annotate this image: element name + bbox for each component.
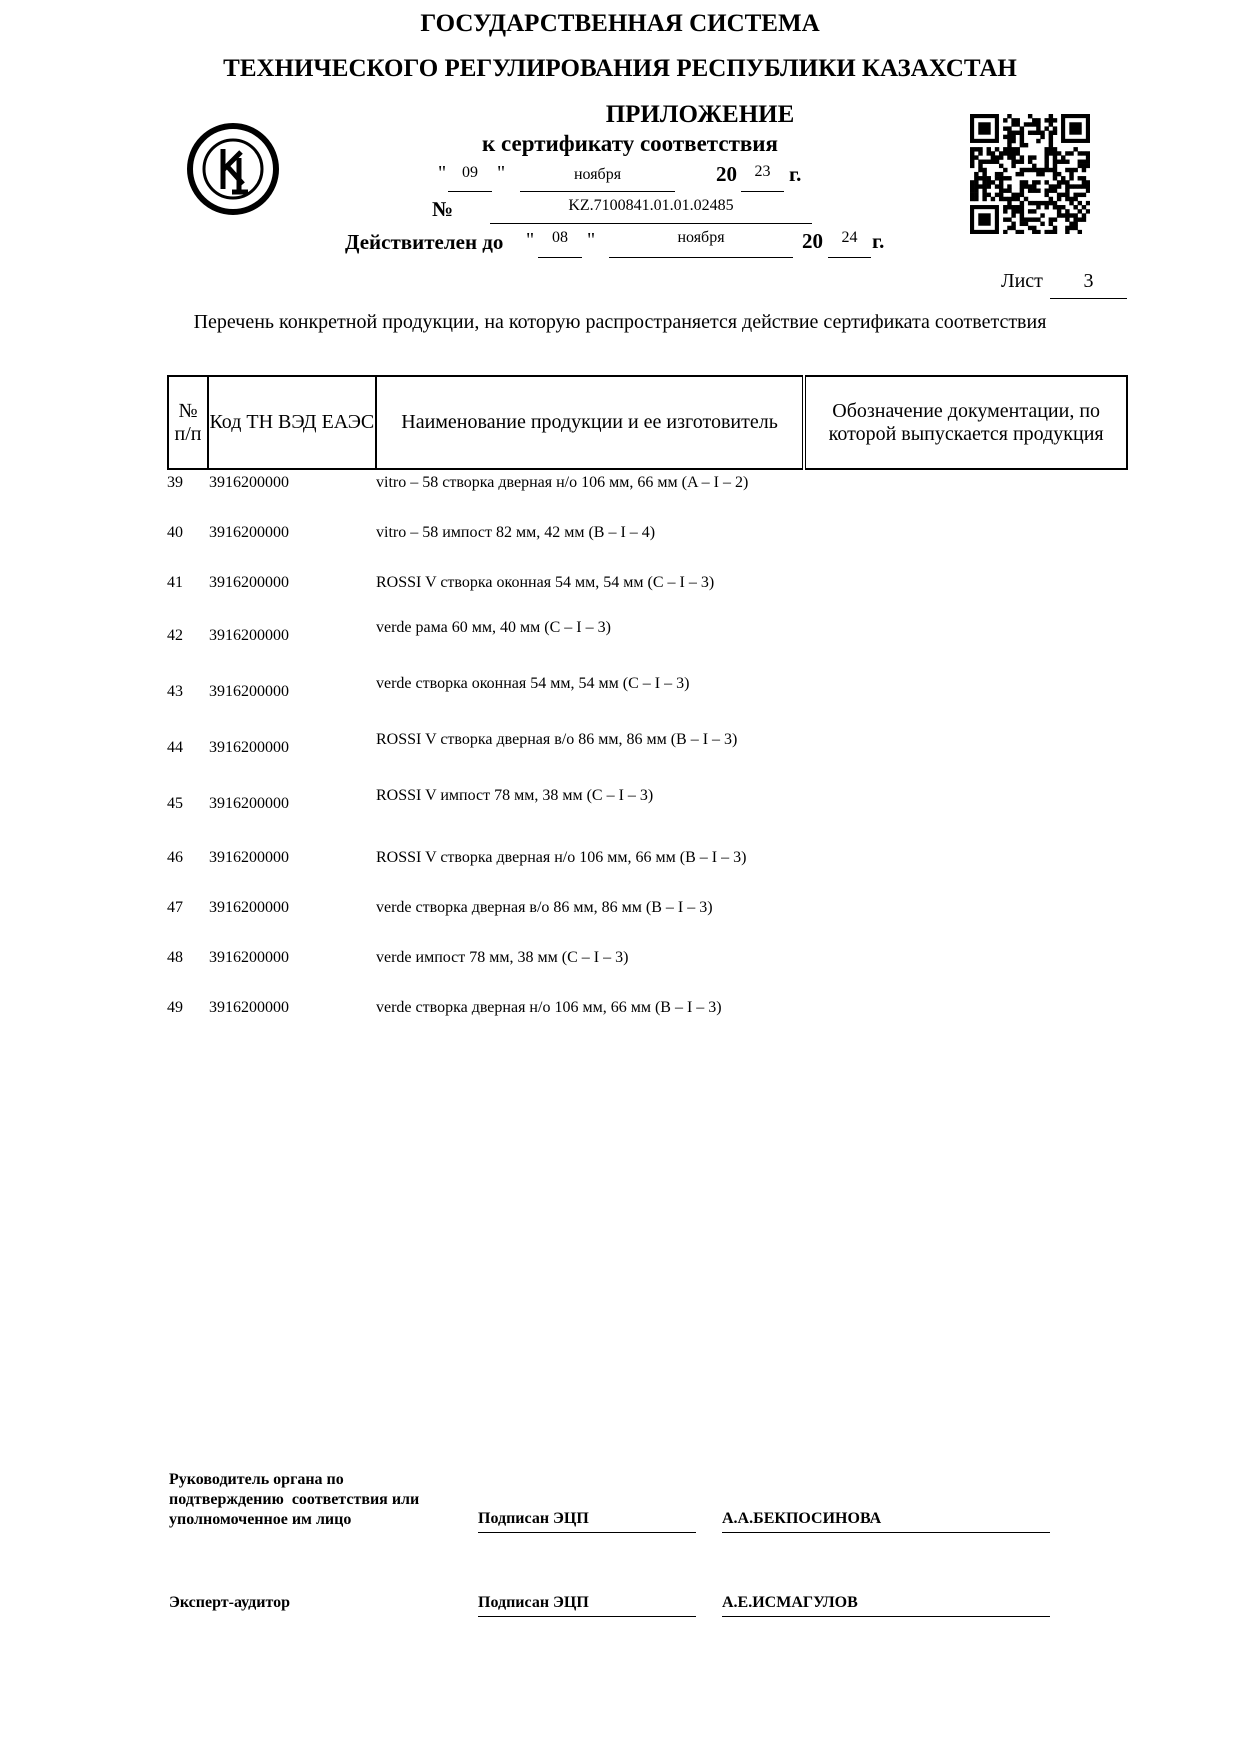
appendix-title: ПРИЛОЖЕНИЕ bbox=[605, 101, 795, 128]
valid-month: ноября bbox=[609, 229, 793, 258]
table-row bbox=[0, 899, 1240, 923]
row-code: 3916200000 bbox=[209, 739, 289, 756]
col-header-name: Наименование продукции и ее изготовитель bbox=[376, 376, 805, 469]
issue-quote-open: " bbox=[438, 162, 447, 184]
expert-auditor-name: А.Е.ИСМАГУЛОВ bbox=[722, 1594, 1050, 1617]
head-label-line-3: уполномоченное им лицо bbox=[169, 1511, 352, 1528]
certification-logo-icon bbox=[186, 122, 280, 216]
valid-g: г. bbox=[872, 229, 885, 253]
table-row bbox=[0, 787, 1240, 819]
row-code: 3916200000 bbox=[209, 795, 289, 812]
row-code: 3916200000 bbox=[209, 899, 289, 916]
row-product-name: ROSSI V импост 78 мм, 38 мм (C – I – 3) bbox=[376, 787, 654, 804]
product-table-header bbox=[167, 375, 1128, 470]
row-number: 44 bbox=[167, 739, 183, 756]
row-number: 46 bbox=[167, 849, 183, 866]
issue-quote-close: " bbox=[497, 162, 506, 184]
qr-code-icon bbox=[970, 114, 1090, 234]
valid-year-suffix: 24 bbox=[828, 229, 871, 258]
sheet-label: Лист bbox=[1001, 270, 1043, 292]
table-row bbox=[0, 524, 1240, 548]
table-row bbox=[0, 474, 1240, 498]
appendix-subtitle: к сертификату соответствия bbox=[482, 131, 778, 156]
header-line-1: ГОСУДАРСТВЕННАЯ СИСТЕМА bbox=[420, 10, 820, 37]
row-code: 3916200000 bbox=[209, 683, 289, 700]
valid-quote-open: " bbox=[526, 229, 535, 251]
head-signed-ecp: Подписан ЭЦП bbox=[478, 1510, 696, 1533]
row-number: 42 bbox=[167, 627, 183, 644]
table-row bbox=[0, 999, 1240, 1023]
col-header-code: Код ТН ВЭД ЕАЭС bbox=[208, 376, 376, 469]
row-product-name: verde створка оконная 54 мм, 54 мм (C – I – 3) bbox=[376, 675, 690, 692]
expert-signed-ecp: Подписан ЭЦП bbox=[478, 1594, 696, 1617]
valid-year-prefix: 20 bbox=[802, 229, 823, 253]
table-row bbox=[0, 949, 1240, 973]
row-code: 3916200000 bbox=[209, 574, 289, 591]
row-product-name: verde импост 78 мм, 38 мм (C – I – 3) bbox=[376, 949, 629, 966]
row-code: 3916200000 bbox=[209, 627, 289, 644]
table-row bbox=[0, 619, 1240, 651]
row-product-name: verde створка дверная н/о 106 мм, 66 мм (B – I – 3) bbox=[376, 999, 722, 1016]
row-code: 3916200000 bbox=[209, 949, 289, 966]
row-code: 3916200000 bbox=[209, 999, 289, 1016]
table-row bbox=[0, 849, 1240, 873]
issue-year-suffix: 23 bbox=[741, 163, 784, 192]
number-label: № bbox=[432, 197, 454, 221]
row-number: 45 bbox=[167, 795, 183, 812]
col-header-number: № п/п bbox=[168, 376, 208, 469]
issue-day: 09 bbox=[448, 164, 492, 192]
row-code: 3916200000 bbox=[209, 524, 289, 541]
row-code: 3916200000 bbox=[209, 849, 289, 866]
row-product-name: vitro – 58 импост 82 мм, 42 мм (B – I – 4) bbox=[376, 524, 656, 541]
issue-year-prefix: 20 bbox=[716, 162, 737, 186]
row-number: 40 bbox=[167, 524, 183, 541]
expert-auditor-label: Эксперт-аудитор bbox=[169, 1594, 291, 1611]
issue-month: ноября bbox=[520, 166, 675, 192]
product-list-intro: Перечень конкретной продукции, на которую распространяется действие сертификата соответствия bbox=[193, 311, 1047, 333]
row-product-name: verde створка дверная в/о 86 мм, 86 мм (B – I – 3) bbox=[376, 899, 713, 916]
col-header-documentation: Обозначение документации, по которой выпускается продукция bbox=[804, 376, 1127, 469]
row-product-name: ROSSI V створка дверная н/о 106 мм, 66 мм (B – I – 3) bbox=[376, 849, 747, 866]
head-label-line-1: Руководитель органа по bbox=[169, 1471, 344, 1488]
row-product-name: ROSSI V створка дверная в/о 86 мм, 86 мм (B – I – 3) bbox=[376, 731, 738, 748]
head-signatory-name: А.А.БЕКПОСИНОВА bbox=[722, 1510, 1050, 1533]
header-line-2: ТЕХНИЧЕСКОГО РЕГУЛИРОВАНИЯ РЕСПУБЛИКИ КАЗАХСТАН bbox=[223, 55, 1017, 82]
sheet-number: 3 bbox=[1050, 270, 1127, 299]
table-row bbox=[0, 731, 1240, 763]
table-row bbox=[0, 574, 1240, 598]
row-number: 41 bbox=[167, 574, 183, 591]
row-number: 47 bbox=[167, 899, 183, 916]
table-row bbox=[0, 675, 1240, 707]
row-number: 48 bbox=[167, 949, 183, 966]
valid-until-label: Действителен до bbox=[345, 230, 504, 254]
row-code: 3916200000 bbox=[209, 474, 289, 491]
valid-quote-close: " bbox=[587, 229, 596, 251]
head-label-line-2: подтверждению соответствия или bbox=[169, 1491, 420, 1508]
row-product-name: ROSSI V створка оконная 54 мм, 54 мм (C – I – 3) bbox=[376, 574, 715, 591]
row-product-name: vitro – 58 створка дверная н/о 106 мм, 66 мм (A – I – 2) bbox=[376, 474, 749, 491]
certificate-number: KZ.7100841.01.01.02485 bbox=[490, 197, 812, 224]
issue-g: г. bbox=[789, 162, 802, 186]
row-product-name: verde рама 60 мм, 40 мм (C – I – 3) bbox=[376, 619, 611, 636]
row-number: 43 bbox=[167, 683, 183, 700]
row-number: 39 bbox=[167, 474, 183, 491]
row-number: 49 bbox=[167, 999, 183, 1016]
valid-day: 08 bbox=[538, 229, 582, 258]
head-signatory-label bbox=[169, 1470, 419, 1530]
